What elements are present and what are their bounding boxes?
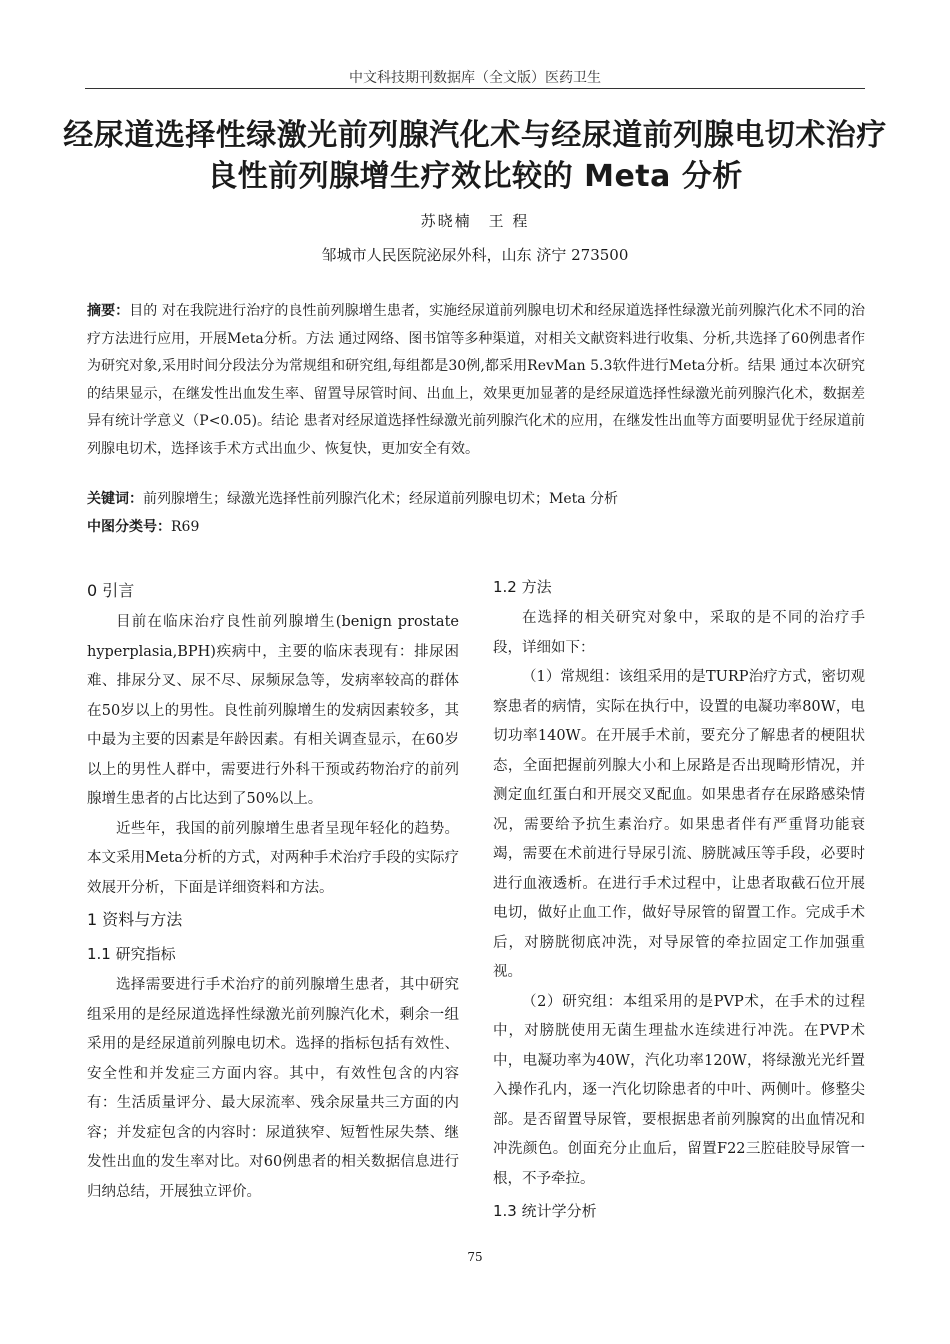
abstract-text: 目的 对在我院进行治疗的良性前列腺增生患者，实施经尿道前列腺电切术和经尿道选择性绿激光前列腺汽化术不同的治疗方法进行应用，开展Meta分析。方法 通过网络、图书馆等多种渠道，对相关文献资料进行收集、分析,共选择了60例患者作为研究对象,采用时间分段法分为常规组和研究组,每组都是30例,都采用RevMan 5.3软件进行Meta分析。结果 通过本次研究的结果显示，在继发性出血发生率、留置导尿管时间、出血上，效果更加显著的是经尿道选择性绿激光前列腺汽化术，数据差异有统计学意义（P<0.05)。结论 患者对经尿道选择性绿激光前列腺汽化术的应用，在继发性出血等方面要明显优于经尿道前列腺电切术，选择该手术方式出血少、恢复快，更加安全有效。 [87,303,866,457]
classification-text: R69 [171,519,200,535]
keywords-label: 关键词： [87,491,143,507]
subsection-heading-1-1: 1.1 研究指标 [87,945,176,963]
section-heading-methods: 1 资料与方法 [87,910,183,929]
paragraph-study-group: （2）研究组：本组采用的是PVP术，在手术的过程中，对膀胱使用无菌生理盐水连续进行冲洗。在PVP术中，电凝功率为40W，汽化功率120W，将绿激光光纤置入操作孔内，逐一汽化切除患者的中叶、两侧叶。修整尖部。是否留置导尿管，要根据患者前列腺窝的出血情况和冲洗颜色。创面充分止血后，留置F22三腔硅胶导尿管一根，不予牵拉。 [493,993,865,1187]
paragraph-routine-group: （1）常规组：该组采用的是TURP治疗方式，密切观察患者的病情，实际在执行中，设置的电凝功率80W，电切功率140W。在开展手术前，要充分了解患者的梗阻状态，全面把握前列腺大小和上尿路是否出现畸形情况，并测定血红蛋白和开展交叉配血。如果患者存在尿路感染情况，需要给予抗生素治疗。如果患者伴有严重肾功能衰竭，需要在术前进行导尿引流、膀胱减压等手段，必要时进行血液透析。在进行手术过程中，让患者取截石位开展电切，做好止血工作，做好导尿管的留置工作。完成手术后，对膀胱彻底冲洗，对导尿管的牵拉固定工作加强重视。 [493,669,865,980]
journal-header: 中文科技期刊数据库（全文版）医药卫生 [349,70,601,86]
header-rule [85,88,865,89]
section-heading-intro: 0 引言 [87,581,135,600]
abstract [87,298,865,463]
subsection-heading-1-2: 1.2 方法 [493,578,552,596]
authors: 苏晓楠 王 程 [420,212,530,230]
right-column [493,570,865,1228]
keywords [87,488,865,508]
keywords-text: 前列腺增生；绿激光选择性前列腺汽化术；经尿道前列腺电切术；Meta 分析 [143,491,619,507]
classification-label: 中图分类号： [87,519,171,535]
left-column [87,574,459,1207]
classification [87,516,865,536]
article-title: 经尿道选择性绿激光前列腺汽化术与经尿道前列腺电切术治疗良性前列腺增生疗效比较的 Meta 分析 [63,118,887,194]
affiliation: 邹城市人民医院泌尿外科，山东 济宁 273500 [321,246,629,264]
page-number: 75 [467,1250,483,1264]
paragraph-1-1: 选择需要进行手术治疗的前列腺增生患者，其中研究组采用的是经尿道选择性绿激光前列腺汽化术，剩余一组采用的是经尿道前列腺电切术。选择的指标包括有效性、安全性和并发症三方面内容。其中，有效性包含的内容有：生活质量评分、最大尿流率、残余尿量共三方面的内容；并发症包含的内容时：尿道狭窄、短暂性尿失禁、继发性出血的发生率对比。对60例患者的相关数据信息进行归纳总结，开展独立评价。 [87,977,459,1200]
subsection-heading-1-3: 1.3 统计学分析 [493,1202,597,1220]
paragraph-1-2: 在选择的相关研究对象中，采取的是不同的治疗手段，详细如下： [493,610,865,656]
intro-paragraph-2: 近些年，我国的前列腺增生患者呈现年轻化的趋势。本文采用Meta分析的方式，对两种手术治疗手段的实际疗效展开分析，下面是详细资料和方法。 [87,820,459,896]
abstract-label: 摘要： [87,303,130,319]
intro-paragraph-1: 目前在临床治疗良性前列腺增生(benign prostate hyperplasia,BPH)疾病中，主要的临床表现有：排尿困难、排尿分叉、尿不尽、尿频尿急等，发病率较高的群体在50岁以上的男性。良性前列腺增生的发病因素较多，其中最为主要的因素是年龄因素。有相关调查显示，在60岁以上的男性人群中，需要进行外科干预或药物治疗的前列腺增生患者的占比达到了50%以上。 [87,614,459,807]
